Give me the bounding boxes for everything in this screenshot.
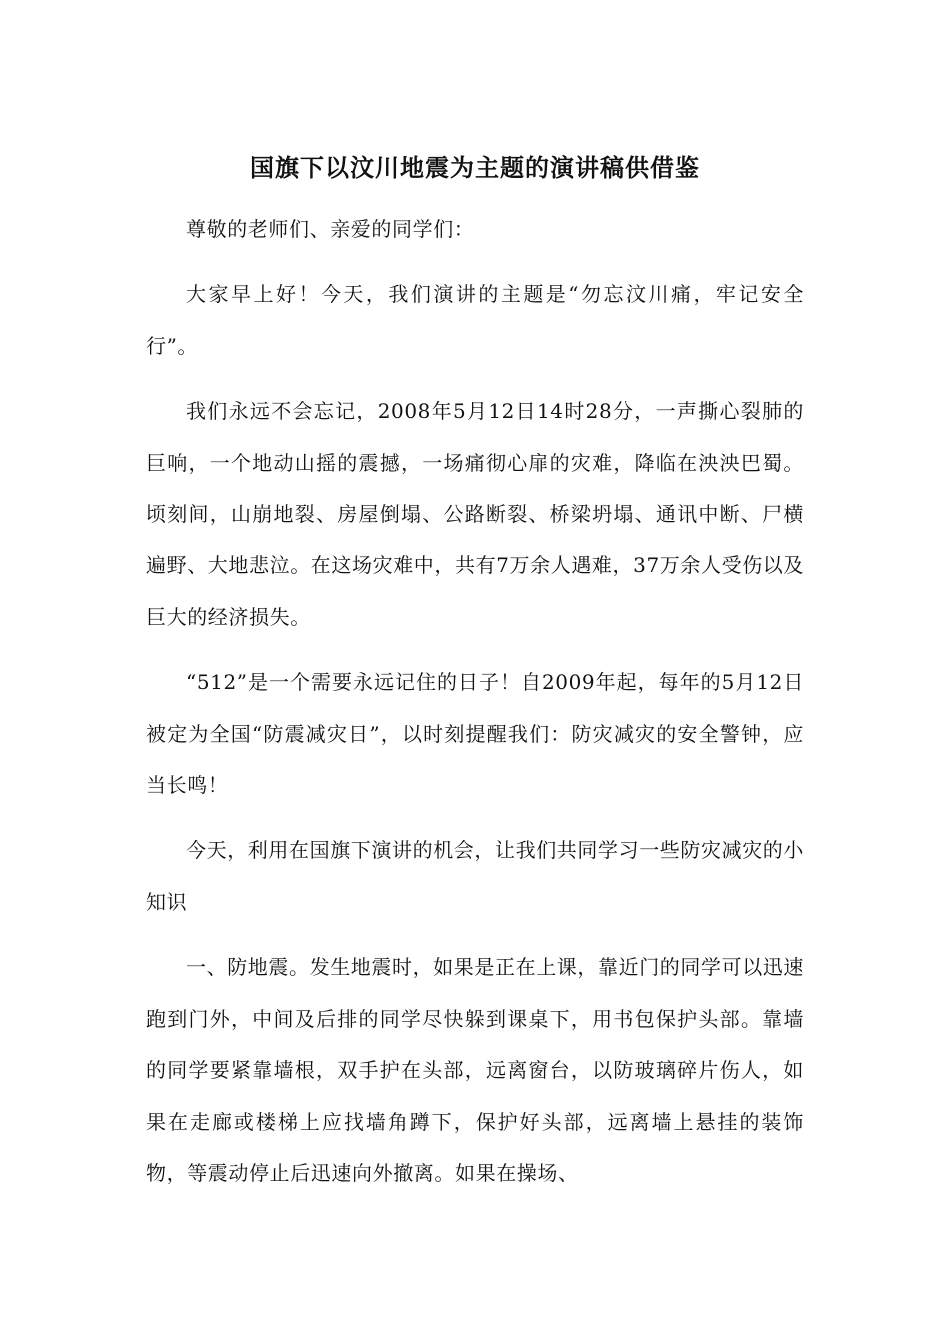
paragraph-disaster-day: “512”是一个需要永远记住的日子！自2009年起，每年的5月12日被定为全国“防震减灾日”，以时刻提醒我们：防灾减灾的安全警钟，应当长鸣！ xyxy=(146,670,804,798)
paragraph-opening: 大家早上好！今天，我们演讲的主题是“勿忘汶川痛，牢记安全行”。 xyxy=(146,282,804,358)
paragraph-greeting: 尊敬的老师们、亲爱的同学们： xyxy=(186,217,475,241)
paragraph-earthquake-safety: 一、防地震。发生地震时，如果是正在上课，靠近门的同学可以迅速跑到门外，中间及后排的同学尽快躲到课桌下，用书包保护头部。靠墙的同学要紧靠墙根，双手护在头部，远离窗台，以防玻璃碎片伤人，如果在走廊或楼梯上应找墙角蹲下，保护好头部，远离墙上悬挂的装饰物，等震动停止后迅速向外撤离。如果在操场、 xyxy=(146,955,804,1185)
paragraph-knowledge-intro: 今天，利用在国旗下演讲的机会，让我们共同学习一些防灾减灾的小知识 xyxy=(146,838,804,914)
document-title: 国旗下以汶川地震为主题的演讲稿供借鉴 xyxy=(250,153,700,182)
paragraph-earthquake-recall: 我们永远不会忘记，2008年5月12日14时28分，一声撕心裂肺的巨响，一个地动山摇的震撼，一场痛彻心扉的灾难，降临在泱泱巴蜀。顷刻间，山崩地裂、房屋倒塌、公路断裂、桥梁坍塌、通讯中断、尸横遍野、大地悲泣。在这场灾难中，共有7万余人遇难，37万余人受伤以及巨大的经济损失。 xyxy=(146,399,804,629)
document-body xyxy=(146,204,804,1213)
